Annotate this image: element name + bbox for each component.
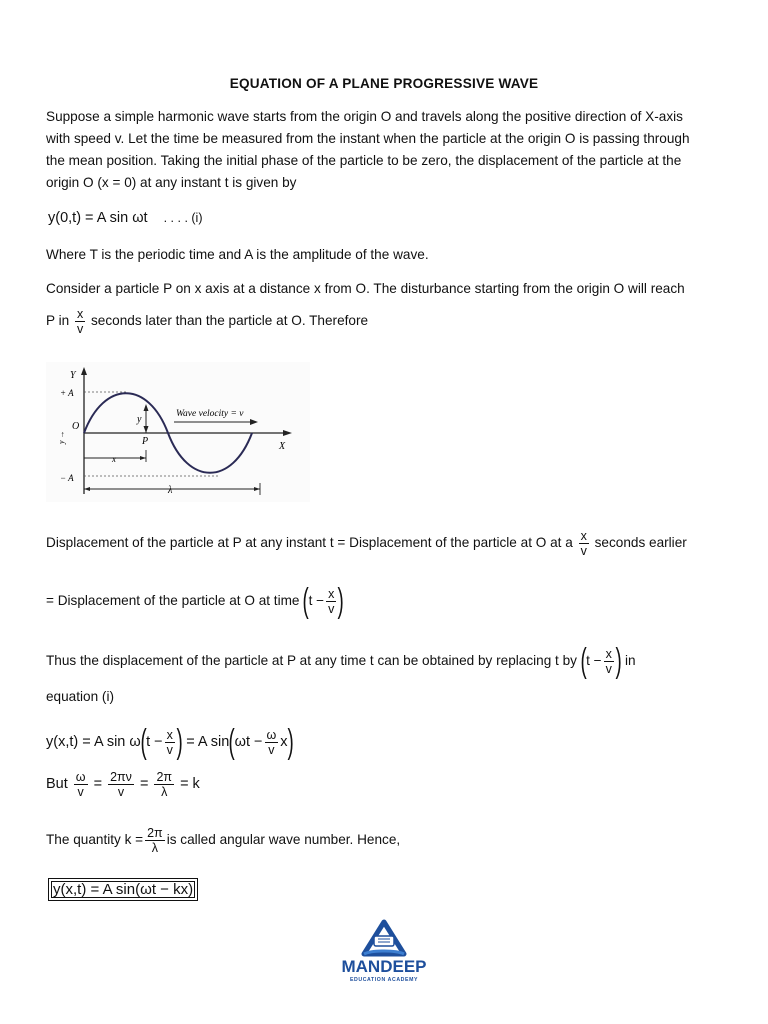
equation-ii-right: = A sin	[186, 734, 230, 750]
x-over-v-fraction: $\frac{x}{v}$	[166, 727, 173, 757]
fraction-denominator: v	[580, 543, 587, 558]
replacement-statement: Thus the displacement of the particle at P at any time t can be obtained by replacing t by (t − $\frac{x}{v}$ ) in	[46, 642, 636, 681]
t-minus: t −	[308, 593, 325, 608]
label-y-axis: Y	[70, 370, 76, 381]
intro-paragraph	[46, 106, 726, 194]
label-plus-a: + A	[60, 388, 74, 398]
fraction-denominator: v	[76, 321, 84, 336]
x-over-v-fraction	[75, 308, 85, 335]
two-pi-over-lambda-fraction: $\frac{2\pi}{\lambda}$	[156, 769, 173, 799]
fraction-numerator: x	[76, 306, 84, 321]
label-displacement-axis: y →	[57, 430, 66, 444]
label-origin: O	[72, 421, 80, 432]
amplitude-paragraph: Where T is the periodic time and A is the amplitude of the wave.	[46, 247, 429, 262]
wave-number-statement	[46, 822, 726, 858]
equals-k: = k	[180, 776, 200, 792]
delay-end: seconds later than the particle at O. Therefore	[91, 313, 369, 328]
logo-tagline: EDUCATION ACADEMY	[349, 977, 419, 983]
x-over-v-fraction	[579, 530, 589, 557]
fraction-numerator: x	[580, 528, 587, 543]
label-lambda: λ	[168, 485, 173, 496]
intro-line-4: origin O (x = 0) at any instant t is given by	[46, 175, 297, 190]
label-y: y	[137, 414, 142, 425]
x-over-v-fraction: $\frac{x}{v}$	[605, 646, 612, 676]
delay-paragraph	[46, 306, 726, 336]
equation-ii-left: y(x,t) = A sin ω	[46, 734, 141, 750]
final-equation-box: y(x,t) = A sin(ωt − kx)	[48, 878, 198, 901]
x-over-v-fraction: $\frac{x}{v}$	[328, 586, 335, 616]
t-minus: t −	[586, 653, 602, 668]
equation-iii: But $\frac{\omega}{v}$ = $\frac{2\pi\nu}{v}$ = $\frac{2\pi}{\lambda}$ = k	[46, 769, 200, 799]
displacement-statement-start: Displacement of the particle at P at any instant t = Displacement of the particle at O at a	[46, 535, 573, 550]
logo-name: MANDEEP	[341, 957, 427, 976]
omega-over-v-fraction: $\frac{\omega}{v}$	[75, 769, 86, 799]
two-pi-over-lambda-fraction: $\frac{2\pi}{\lambda}$	[147, 825, 163, 855]
equation-i-tag: . . . . (i)	[163, 211, 203, 225]
mandeep-logo	[338, 918, 430, 984]
equation-reference: equation (i)	[46, 689, 115, 704]
omega-over-v-fraction: $\frac{\omega}{v}$	[266, 727, 277, 757]
intro-line-2: with speed v. Let the time be measured from the instant when the particle at the origin O is passing through	[46, 131, 690, 146]
displacement-at-time-text: = Displacement of the particle at O at time	[46, 593, 300, 608]
replacement-statement-end: in	[624, 653, 636, 668]
wave-diagram	[46, 362, 310, 502]
label-x-distance: x	[112, 454, 116, 464]
wave-number-end: is called angular wave number. Hence,	[166, 832, 401, 847]
label-wave-velocity: Wave velocity = v	[176, 409, 244, 419]
displacement-at-time: = Displacement of the particle at O at time (t − $\frac{x}{v}$ )	[46, 582, 345, 621]
two-pi-nu-over-v-fraction: $\frac{2\pi\nu}{v}$	[110, 769, 132, 799]
equation-i	[48, 210, 203, 226]
t-minus: t −	[146, 734, 163, 750]
wave-number-start: The quantity k =	[46, 832, 144, 847]
label-x-axis: X	[279, 441, 286, 452]
label-p: P	[142, 436, 149, 447]
delay-start: P in	[46, 313, 70, 328]
equation-ii: y(x,t) = A sin ω(t − $\frac{x}{v}$ ) = A sin(ωt − $\frac{\omega}{v}$ x)	[46, 723, 294, 762]
replacement-statement-start: Thus the displacement of the particle at P at any time t can be obtained by replacing t by	[46, 653, 577, 668]
logo-book-icon	[374, 936, 394, 946]
page-title: EQUATION OF A PLANE PROGRESSIVE WAVE	[229, 76, 539, 91]
equation-i-text: y(0,t) = A sin ωt	[48, 210, 148, 226]
intro-line-3: the mean position. Taking the initial phase of the particle to be zero, the displacement of the particle at the	[46, 153, 682, 168]
label-minus-a: − A	[60, 473, 74, 483]
but-label: But	[46, 776, 68, 792]
intro-line-1: Suppose a simple harmonic wave starts from the origin O and travels along the positive direction of X-axis	[46, 109, 683, 124]
displacement-statement	[46, 528, 726, 558]
x-variable: x	[280, 734, 288, 750]
displacement-statement-end: seconds earlier	[594, 535, 687, 550]
particle-paragraph: Consider a particle P on x axis at a distance x from O. The disturbance starting from the origin O will reach	[46, 281, 685, 296]
omega-t-minus: ωt −	[234, 734, 263, 750]
